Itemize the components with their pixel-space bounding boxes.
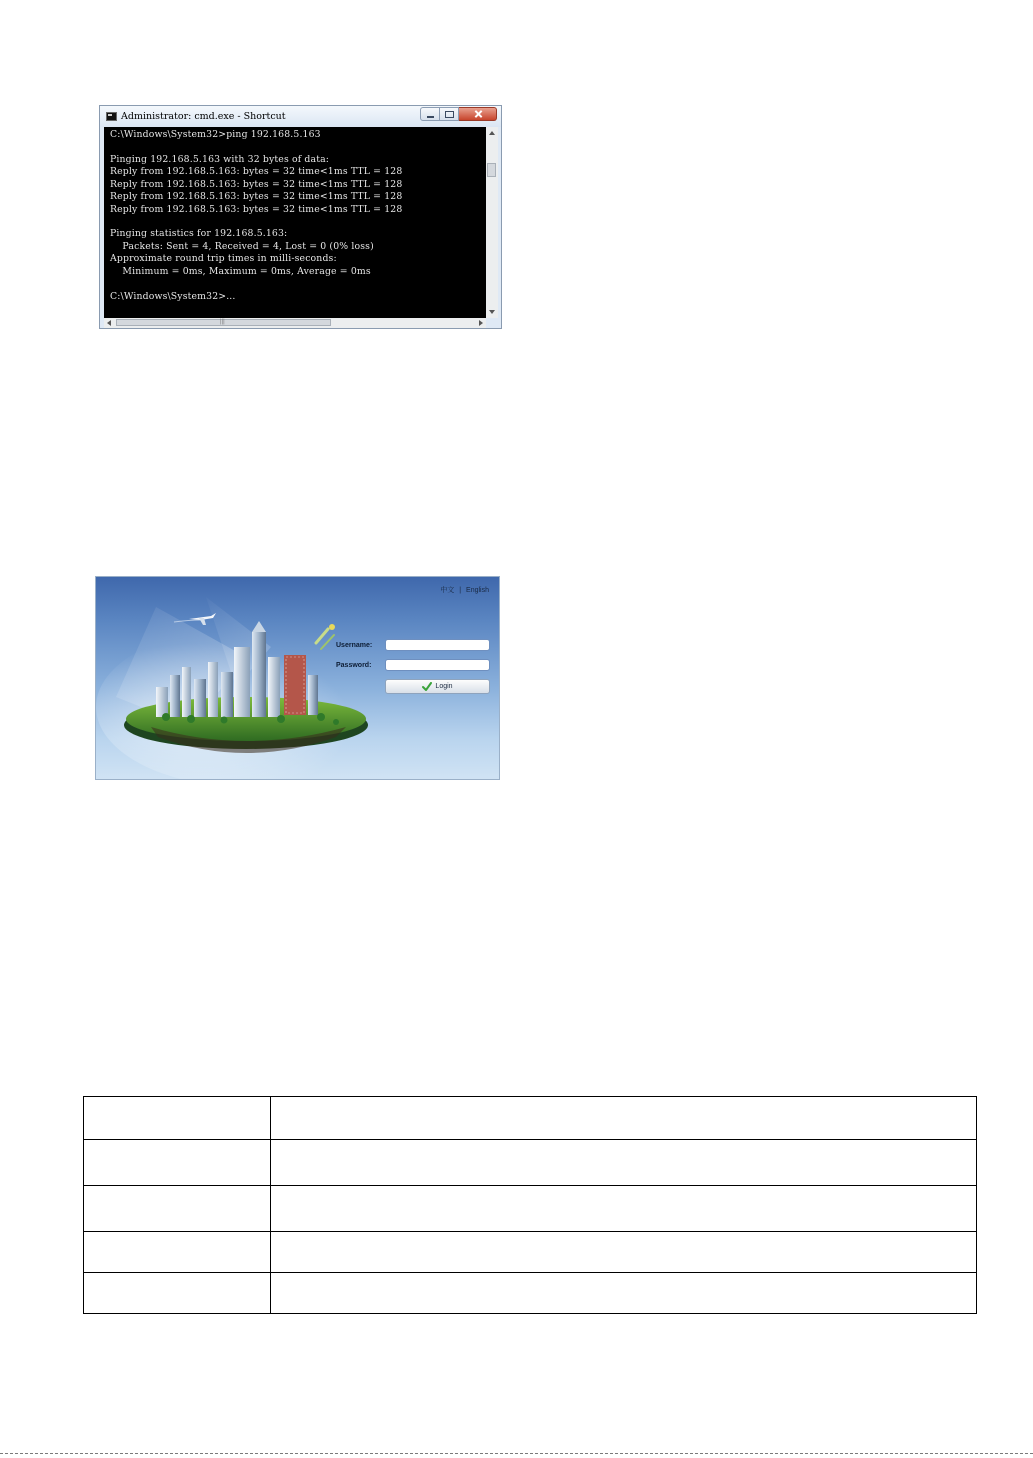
cmd-window-title: Administrator: cmd.exe - Shortcut — [121, 111, 286, 122]
table-cell — [271, 1186, 977, 1232]
console-line: Approximate round trip times in milli-seconds: — [110, 253, 337, 264]
login-page-screenshot — [95, 576, 500, 780]
lang-separator: | — [459, 587, 462, 594]
console-line: C:\Windows\System32>ping 192.168.5.163 — [110, 129, 321, 140]
vertical-scrollbar[interactable] — [486, 127, 498, 318]
scroll-grip-icon: ||| — [220, 319, 225, 325]
table-cell — [271, 1273, 977, 1314]
console-line: Minimum = 0ms, Maximum = 0ms, Average = 0ms — [110, 266, 371, 277]
table-cell — [271, 1097, 977, 1140]
username-label: Username: — [336, 642, 373, 649]
lang-english-link[interactable]: English — [466, 587, 489, 594]
table-row — [84, 1273, 977, 1314]
console-line: Reply from 192.168.5.163: bytes = 32 time<1ms TTL = 128 — [110, 204, 403, 215]
window-controls — [420, 107, 497, 121]
console-line: Pinging statistics for 192.168.5.163: — [110, 228, 288, 239]
minimize-button[interactable] — [420, 107, 440, 121]
password-input[interactable] — [385, 659, 490, 671]
scroll-up-arrow-icon[interactable] — [489, 131, 495, 135]
table-row — [84, 1186, 977, 1232]
table-row — [84, 1140, 977, 1186]
data-table — [83, 1096, 977, 1314]
table-cell — [84, 1232, 271, 1273]
login-button[interactable] — [385, 679, 490, 694]
console-line: Reply from 192.168.5.163: bytes = 32 time<1ms TTL = 128 — [110, 179, 403, 190]
close-button[interactable] — [459, 107, 497, 121]
table-cell — [271, 1232, 977, 1273]
footer-divider — [0, 1453, 1033, 1454]
scroll-right-arrow-icon[interactable] — [479, 320, 483, 326]
console-line: Reply from 192.168.5.163: bytes = 32 time<1ms TTL = 128 — [110, 191, 403, 202]
scroll-down-arrow-icon[interactable] — [489, 310, 495, 314]
console-line: Pinging 192.168.5.163 with 32 bytes of data: — [110, 154, 330, 165]
username-input[interactable] — [385, 639, 490, 651]
table-cell — [84, 1097, 271, 1140]
cmd-console[interactable] — [104, 127, 486, 318]
console-line: Packets: Sent = 4, Received = 4, Lost = 0 (0% loss) — [110, 241, 374, 252]
cmd-window — [99, 105, 502, 329]
password-label: Password: — [336, 662, 372, 669]
vertical-scroll-thumb[interactable] — [487, 163, 496, 177]
table-cell — [84, 1273, 271, 1314]
table-row — [84, 1232, 977, 1273]
check-icon — [422, 682, 432, 691]
table-row — [84, 1097, 977, 1140]
console-line: C:\Windows\System32>... — [110, 291, 236, 302]
lang-chinese-link[interactable]: 中文 — [440, 587, 455, 594]
login-button-label: Login — [435, 683, 453, 690]
scroll-left-arrow-icon[interactable] — [107, 320, 111, 326]
horizontal-scrollbar[interactable] — [104, 318, 486, 328]
maximize-button[interactable] — [440, 107, 459, 121]
language-switch — [440, 585, 489, 595]
table-cell — [84, 1186, 271, 1232]
console-line: Reply from 192.168.5.163: bytes = 32 time<1ms TTL = 128 — [110, 166, 403, 177]
cmd-titlebar[interactable] — [100, 106, 501, 127]
table-cell — [84, 1140, 271, 1186]
table-cell — [271, 1140, 977, 1186]
cmd-app-icon — [106, 112, 117, 121]
